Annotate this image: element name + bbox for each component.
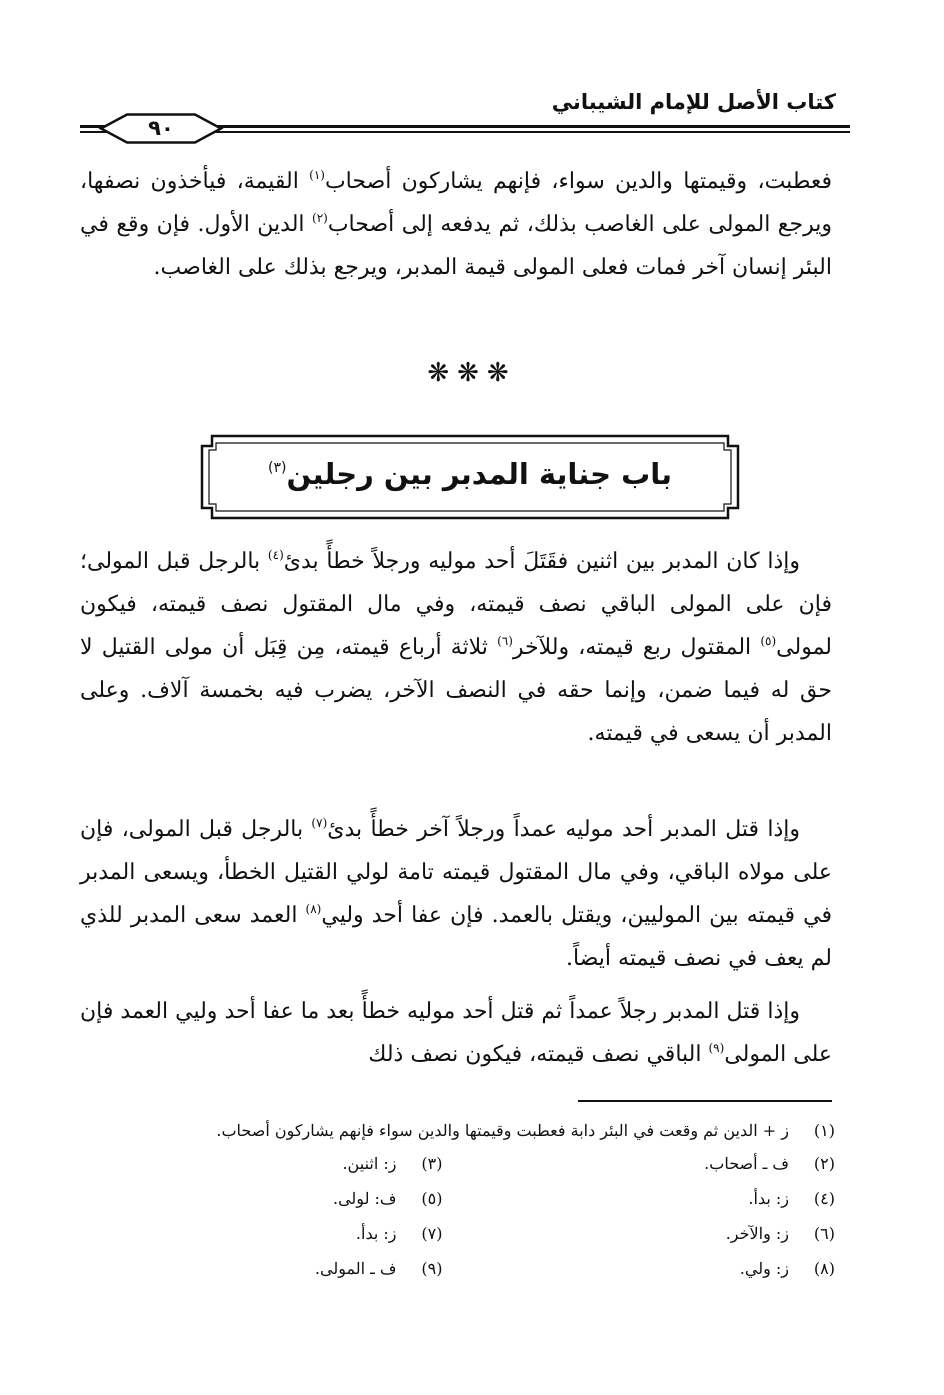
footnote-ref-2[interactable]: (٢) [312,211,328,225]
footnote-3 [80,1151,443,1176]
footnote-6-text: ز: والآخر. [725,1224,789,1243]
footnote-5 [80,1186,443,1211]
footnote-4 [473,1186,836,1211]
paragraph-3-text-c: العمد سعى المدبر للذي لم يعف في نصف قيمته أيضاً. [80,903,832,971]
footnote-6 [473,1221,836,1246]
footnote-ref-5[interactable]: (٥) [760,634,777,648]
chapter-title-text: باب جناية المدبر بين رجلين [286,457,673,491]
footnote-ref-8[interactable]: (٨) [305,902,322,916]
footnote-8 [473,1256,836,1281]
paragraph-3 [80,808,832,980]
footnote-5-text: ف: لولى. [333,1189,397,1208]
footnote-ref-9[interactable]: (٩) [708,1041,725,1055]
paragraph-4 [80,990,832,1076]
footnote-6-number: (٦) [813,1224,835,1243]
footnote-8-text: ز: ولي. [739,1259,789,1278]
footnote-ref-4[interactable]: (٤) [267,548,284,562]
paragraph-2-text-b: بالرجل قبل المولى؛ فإن على المولى الباقي نصف قيمته، وفي مال المقتول نصف قيمته، فيكون لمولى [80,549,832,660]
page-number: ٩٠ [148,116,174,140]
footnote-3-number: (٣) [421,1154,443,1173]
footnote-separator [578,1100,832,1102]
paragraph-3-text-b: بالرجل قبل المولى، فإن على مولاه الباقي، وفي مال المقتول قيمته تامة لولي القتيل الخطأ، ويسعى المدبر في قيمته بين الموليين، ويقتل بالعمد. فإن عفا أحد وليي [80,817,833,928]
footnote-ref-1[interactable]: (١) [309,168,325,182]
footnote-2 [473,1151,836,1176]
footnotes-grid [80,1151,835,1281]
footnote-1-text: ز + الدين ثم وقعت في البئر دابة فعطبت وقيمتها والدين سواء فإنهم يشاركون أصحاب. [216,1121,789,1140]
paragraph-4-text-a: وإذا قتل المدبر رجلاً عمداً ثم قتل أحد موليه خطأً بعد ما عفا أحد وليي العمد فإن على المولى [80,999,832,1067]
footnote-3-text: ز: اثنين. [342,1154,397,1173]
footnote-4-number: (٤) [813,1189,835,1208]
paragraph-1-text-c: الدين الأول. فإن وقع في البئر إنسان آخر فمات فعلى المولى قيمة المدبر، ويرجع بذلك على الغاصب. [80,212,832,280]
footnote-8-number: (٨) [813,1259,835,1278]
chapter-heading-frame [198,432,742,522]
footnote-1-number: (١) [813,1121,835,1140]
footnote-2-text: ف ـ أصحاب. [704,1154,789,1173]
section-ornament: ❋❋❋ [427,358,517,388]
footnote-2-number: (٢) [813,1154,835,1173]
paragraph-4-text-b: الباقي نصف قيمته، فيكون نصف ذلك [368,1042,709,1067]
page-number-frame [97,112,225,145]
footnote-7-text: ز: بدأ. [355,1224,397,1243]
chapter-title [198,432,742,522]
footnote-9 [80,1256,443,1281]
footnote-5-number: (٥) [421,1189,443,1208]
paragraph-1-text-a: فعطبت، وقيمتها والدين سواء، فإنهم يشاركون أصحاب [324,169,832,194]
paragraph-1-text-b: القيمة، فيأخذون نصفها، ويرجع المولى على الغاصب بذلك، ثم يدفعه إلى أصحاب [80,169,832,237]
footnote-9-number: (٩) [421,1259,443,1278]
running-title: كتاب الأصل للإمام الشيباني [551,90,836,114]
paragraph-2-text-c: المقتول ربع قيمته، وللآخر [512,635,761,660]
footnote-1 [80,1118,835,1143]
footnote-7-number: (٧) [421,1224,443,1243]
footnote-4-text: ز: بدأ. [748,1189,789,1208]
footnote-ref-6[interactable]: (٦) [497,634,513,648]
footnote-ref-3[interactable]: (٣) [267,460,287,476]
paragraph-1 [80,160,832,289]
paragraph-2 [80,540,832,755]
paragraph-2-text-d: ثلاثة أرباع قيمته، مِن قِبَل أن مولى القتيل لا حق له فيما ضمن، وإنما حقه في النصف الآخر، يضرب فيه بخمسة آلاف. وعلى المدبر أن يسعى في قيمته. [80,635,832,746]
paragraph-3-text-a: وإذا قتل المدبر أحد موليه عمداً ورجلاً آخر خطأً بدئ [327,817,800,842]
footnote-7 [80,1221,443,1246]
footnotes [80,1118,835,1281]
paragraph-2-text-a: وإذا كان المدبر بين اثنين فقَتَلَ أحد موليه ورجلاً خطأً بدئ [283,549,800,574]
footnote-9-text: ف ـ المولى. [314,1259,397,1278]
footnote-ref-7[interactable]: (٧) [311,816,328,830]
